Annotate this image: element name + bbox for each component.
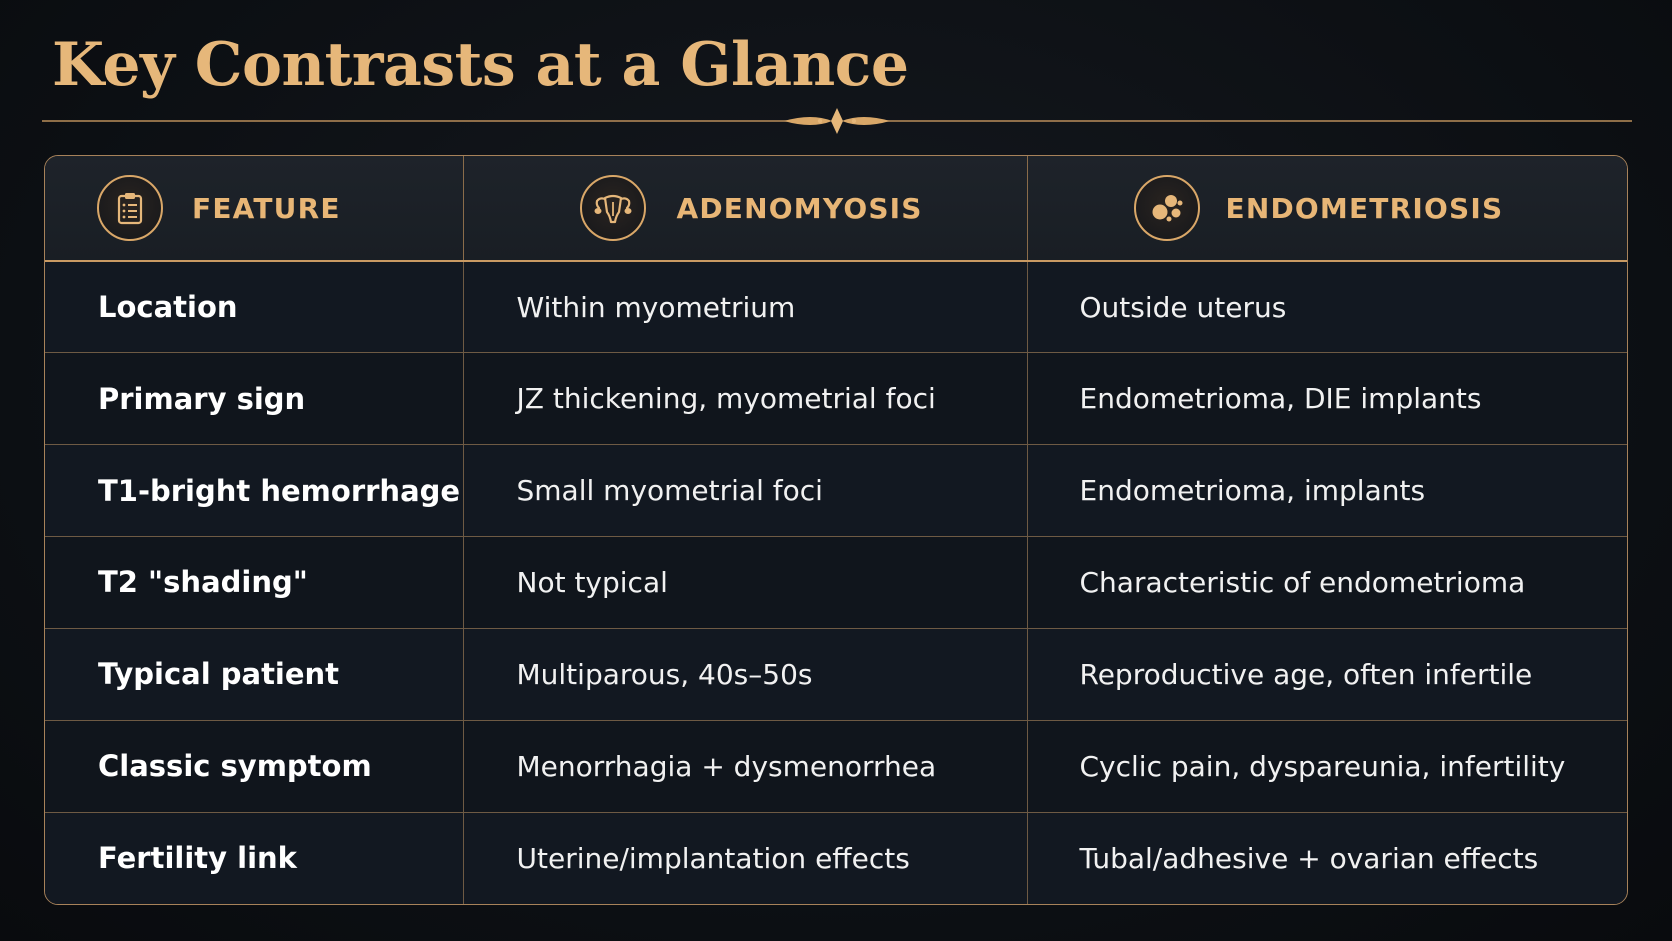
- endometriosis-cell: Tubal/adhesive + ovarian effects: [1027, 812, 1627, 904]
- endometriosis-cell: Cyclic pain, dyspareunia, infertility: [1027, 720, 1627, 812]
- clipboard-list-icon: [97, 175, 163, 241]
- adenomyosis-cell: Multiparous, 40s–50s: [463, 628, 1027, 720]
- endometriosis-cell: Endometrioma, implants: [1027, 445, 1627, 537]
- table-row: [45, 261, 1627, 353]
- table-row: [45, 537, 1627, 629]
- header-endometriosis-label: ENDOMETRIOSIS: [1225, 191, 1504, 225]
- feature-cell: Typical patient: [45, 628, 463, 720]
- endometriosis-cell: Outside uterus: [1027, 261, 1627, 353]
- feature-cell: Fertility link: [45, 812, 463, 904]
- table-header-row: [45, 156, 1627, 261]
- adenomyosis-cell: Small myometrial foci: [463, 445, 1027, 537]
- header-adenomyosis-label: ADENOMYOSIS: [676, 191, 923, 225]
- header-endometriosis: [1027, 156, 1627, 261]
- feature-cell: T2 "shading": [45, 537, 463, 629]
- table-row: [45, 812, 1627, 904]
- adenomyosis-cell: Uterine/implantation effects: [463, 812, 1027, 904]
- adenomyosis-cell: JZ thickening, myometrial foci: [463, 353, 1027, 445]
- endometriosis-cell: Characteristic of endometrioma: [1027, 537, 1627, 629]
- header-adenomyosis: [463, 156, 1027, 261]
- feature-cell: Location: [45, 261, 463, 353]
- table-row: [45, 720, 1627, 812]
- comparison-table: [44, 155, 1628, 905]
- table-row: [45, 353, 1627, 445]
- adenomyosis-cell: Menorrhagia + dysmenorrhea: [463, 720, 1027, 812]
- header-feature-label: FEATURE: [192, 191, 341, 225]
- table-row: [45, 445, 1627, 537]
- feature-cell: T1-bright hemorrhage: [45, 445, 463, 537]
- endometriosis-cell: Endometrioma, DIE implants: [1027, 353, 1627, 445]
- page-title: Key Contrasts at a Glance: [52, 30, 909, 100]
- adenomyosis-cell: Not typical: [463, 537, 1027, 629]
- endometriosis-cell: Reproductive age, often infertile: [1027, 628, 1627, 720]
- adenomyosis-cell: Within myometrium: [463, 261, 1027, 353]
- uterus-icon: [580, 175, 646, 241]
- header-feature: [45, 156, 463, 261]
- table-row: [45, 628, 1627, 720]
- feature-cell: Primary sign: [45, 353, 463, 445]
- title-divider: [42, 106, 1632, 136]
- cell-cluster-icon: [1134, 175, 1200, 241]
- feature-cell: Classic symptom: [45, 720, 463, 812]
